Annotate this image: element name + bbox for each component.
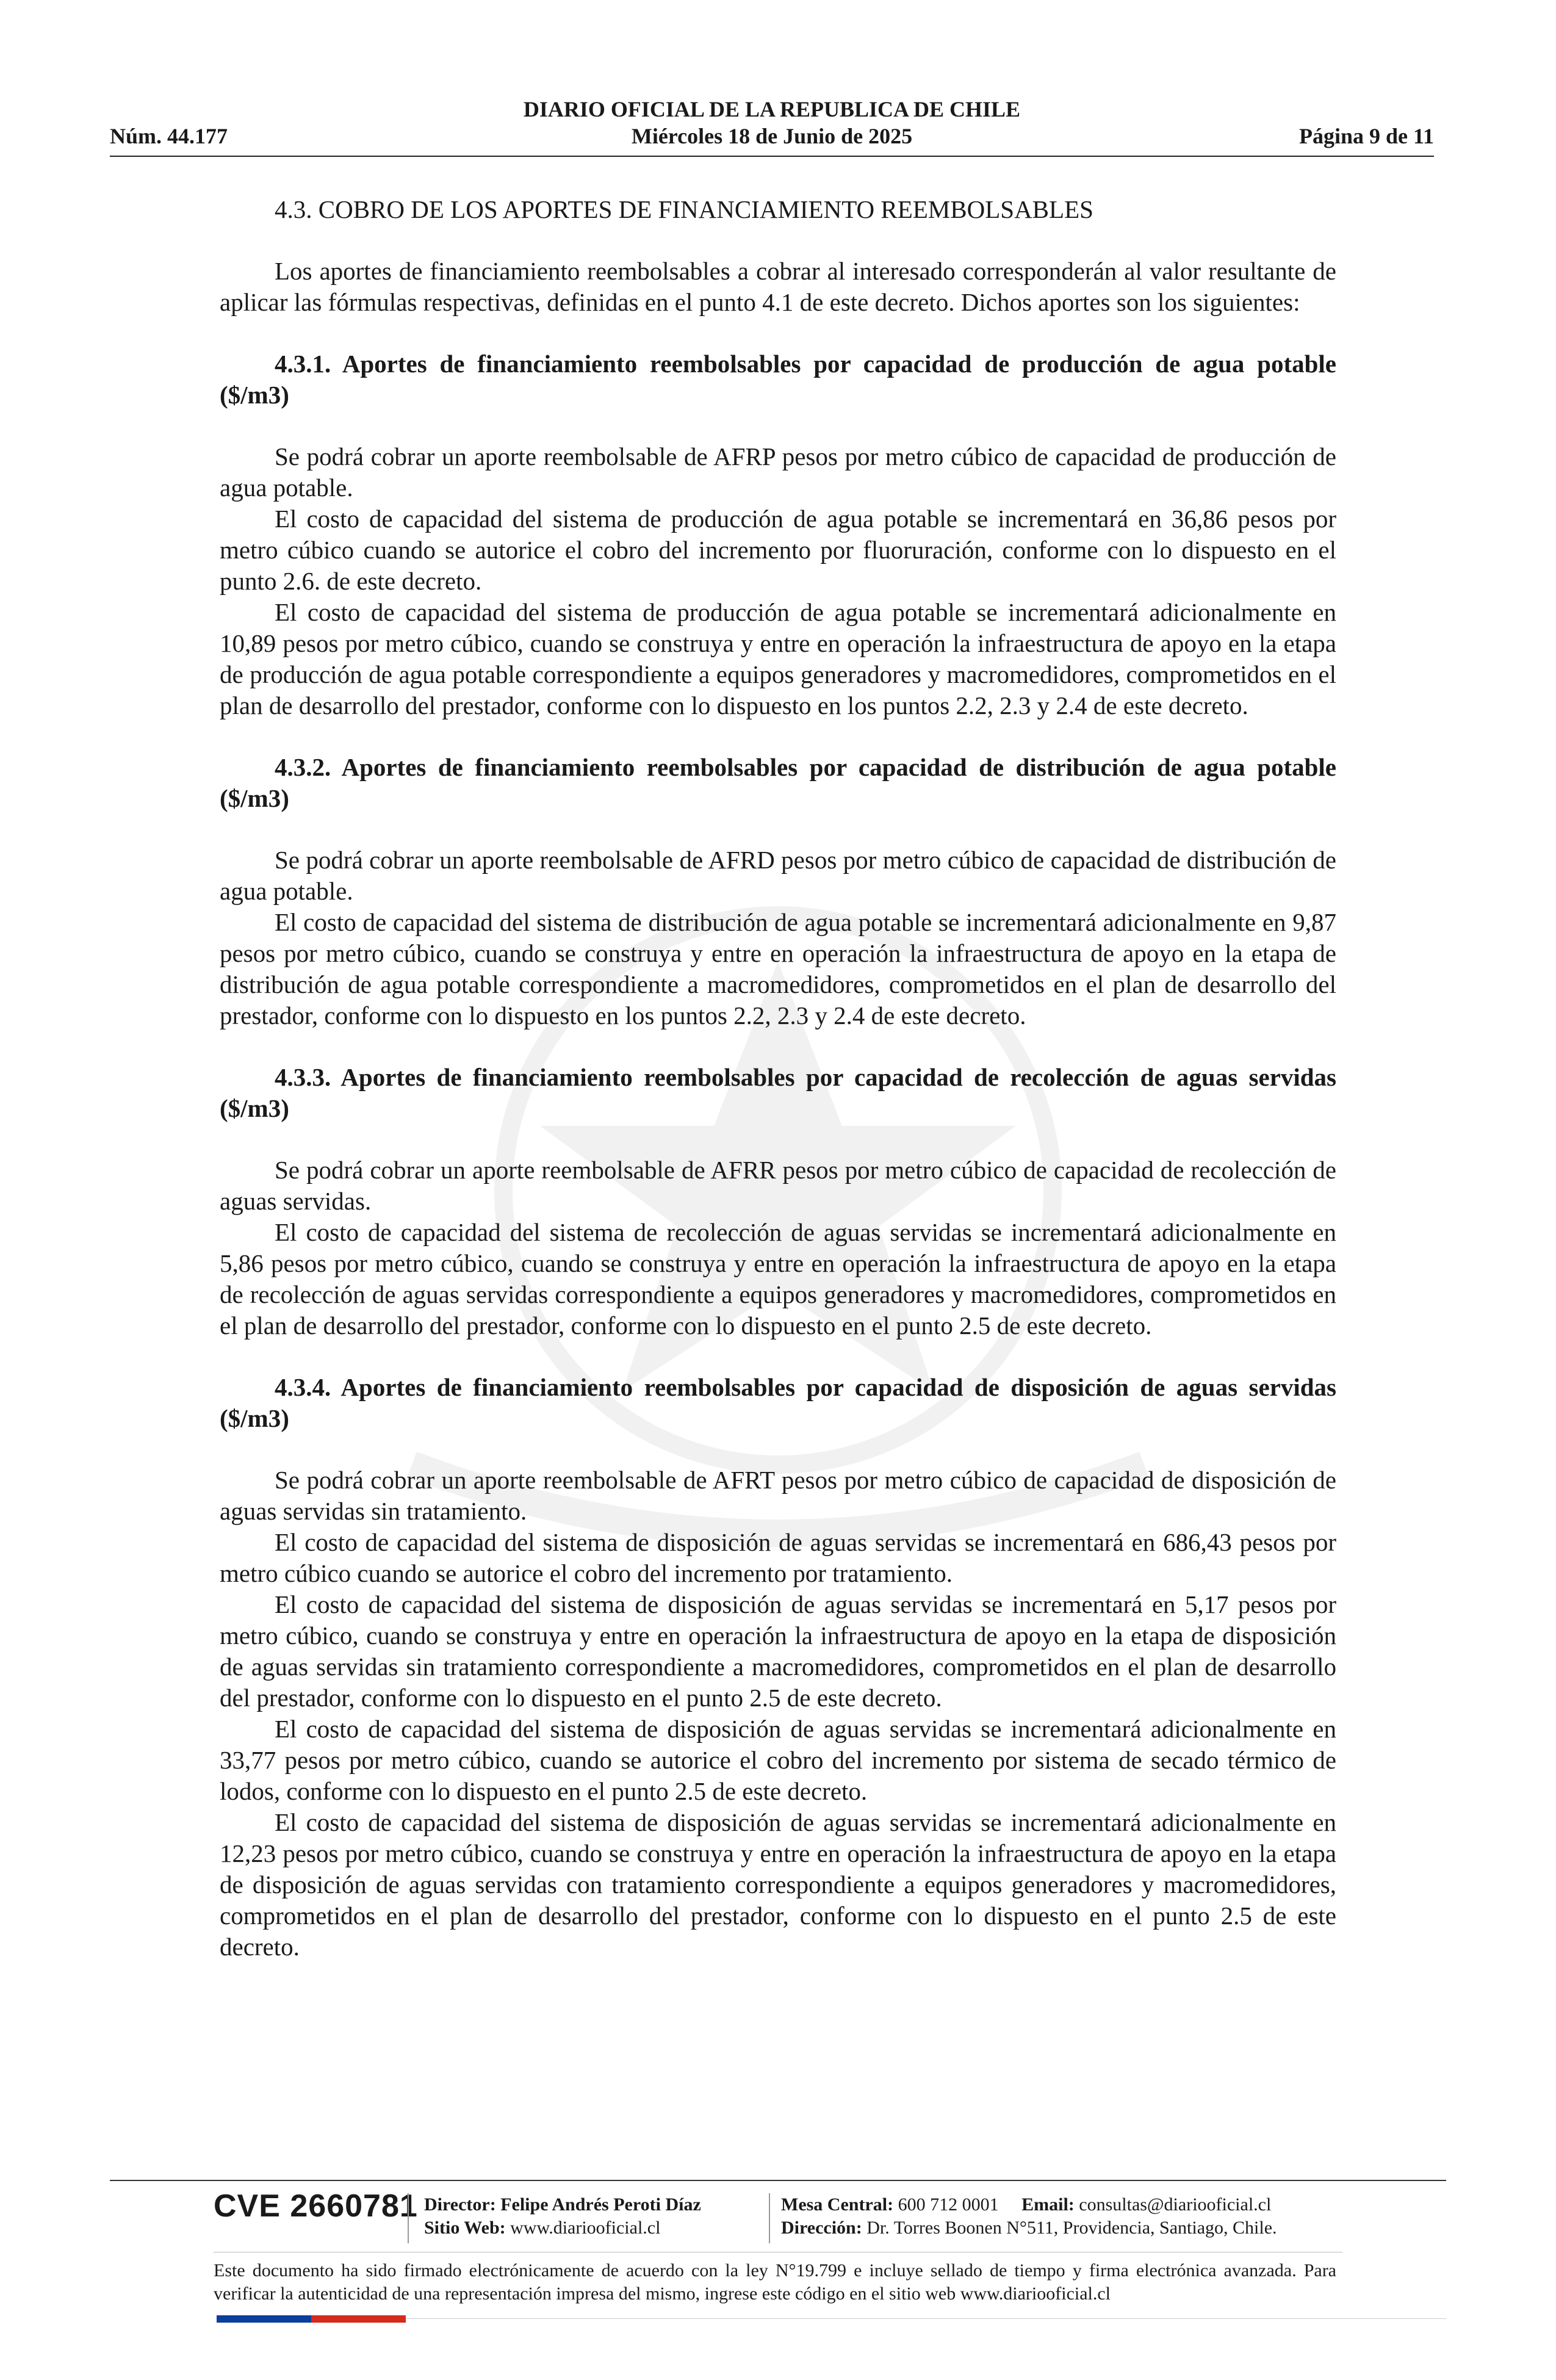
subsection-4-3-1 [220,348,1336,721]
footer-director-column [424,2193,701,2240]
subsection-4-3-2 [220,752,1336,1031]
footer-separator [769,2193,770,2243]
issue-number: Núm. 44.177 [110,124,228,148]
flag-blue-segment [217,2315,311,2323]
email-label: Email: [1021,2194,1075,2215]
phone-label: Mesa Central: [781,2194,894,2215]
footer-contact-column [781,2193,1277,2240]
paragraph: Se podrá cobrar un aporte reembolsable de AFRP pesos por metro cúbico de capacidad de producción de agua potable. [220,442,1336,502]
paragraph: Se podrá cobrar un aporte reembolsable de AFRD pesos por metro cúbico de capacidad de distribución de agua potable. [220,846,1336,905]
issue-date: Miércoles 18 de Junio de 2025 [631,124,913,148]
section-title: 4.3. COBRO DE LOS APORTES DE FINANCIAMIENTO REEMBOLSABLES [275,195,1093,223]
site-label: Sitio Web: [424,2218,506,2238]
email-link[interactable]: consultas@diariooficial.cl [1079,2194,1272,2215]
director-name: Felipe Andrés Peroti Díaz [500,2194,701,2215]
subsection-4-3-4 [220,1372,1336,1963]
address-label: Dirección: [781,2218,862,2238]
page-number: Página 9 de 11 [1298,124,1434,148]
subsection-heading: 4.3.3. Aportes de financiamiento reembolsables por capacidad de recolección de aguas servidas ($/m3) [220,1063,1336,1122]
footer-separator [408,2193,409,2243]
director-label: Director: [424,2194,496,2215]
flag-red-segment [311,2315,406,2323]
paragraph: El costo de capacidad del sistema de producción de agua potable se incrementará en 36,86 pesos por metro cúbico cuando se autorice el cobro del incremento por fluoruración, conforme con lo dispuesto en el punto 2.6. de este decreto. [220,505,1336,595]
document-body [220,194,1336,1963]
address-text: Dr. Torres Boonen N°511, Providencia, Santiago, Chile. [866,2218,1277,2238]
paragraph: El costo de capacidad del sistema de producción de agua potable se incrementará adicionalmente en 10,89 pesos por metro cúbico, cuando se construya y entre en operación la infraestructura de apoyo en la etapa de producción de agua potable correspondiente a equipos generadores y macromedidores, comprometidos en el plan de desarrollo del prestador, conforme con lo dispuesto en los puntos 2.2, 2.3 y 2.4 de este decreto. [220,598,1336,719]
address-line [781,2216,1277,2240]
paragraph: Se podrá cobrar un aporte reembolsable de AFRR pesos por metro cúbico de capacidad de recolección de aguas servidas. [220,1156,1336,1215]
paragraph: El costo de capacidad del sistema de recolección de aguas servidas se incrementará adicionalmente en 5,86 pesos por metro cúbico, cuando se construya y entre en operación la infraestructura de apoyo en la etapa de recolección de aguas servidas correspondiente a equipos generadores y macromedidores, comprometidos en el plan de desarrollo del prestador, conforme con lo dispuesto en el punto 2.5 de este decreto. [220,1218,1336,1340]
contact-line [781,2193,1277,2216]
director-line [424,2193,701,2216]
page-header [110,92,1434,159]
newspaper-title: DIARIO OFICIAL DE LA REPUBLICA DE CHILE [523,97,1021,121]
section-intro: Los aportes de financiamiento reembolsables a cobrar al interesado corresponderán al valor resultante de aplicar las fórmulas respectivas, definidas en el punto 4.1 de este decreto. Dichos aportes son los siguientes: [220,257,1336,316]
paragraph: El costo de capacidad del sistema de disposición de aguas servidas se incrementará en 5,17 pesos por metro cúbico, cuando se construya y entre en operación la infraestructura de apoyo en la etapa de disposición de aguas servidas sin tratamiento correspondiente a macromedidores, comprometidos en el plan de desarrollo del prestador, conforme con lo dispuesto en el punto 2.5 de este decreto. [220,1590,1336,1712]
site-line [424,2216,701,2240]
paragraph: El costo de capacidad del sistema de disposición de aguas servidas se incrementará en 686,43 pesos por metro cúbico cuando se autorice el cobro del incremento por tratamiento. [220,1528,1336,1587]
flag-stripe [217,2315,406,2323]
bottom-line [406,2318,1446,2319]
header-divider [110,156,1434,157]
subsection-heading: 4.3.4. Aportes de financiamiento reembolsables por capacidad de disposición de aguas servidas ($/m3) [220,1373,1336,1432]
cve-code: CVE 2660781 [214,2188,418,2224]
paragraph: El costo de capacidad del sistema de disposición de aguas servidas se incrementará adicionalmente en 12,23 pesos por metro cúbico, cuando se construya y entre en operación la infraestructura de apoyo en la etapa de disposición de aguas servidas con tratamiento correspondiente a equipos generadores y macromedidores, comprometidos en el plan de desarrollo del prestador, conforme con lo dispuesto en el punto 2.5 de este decreto. [220,1808,1336,1961]
subsection-heading: 4.3.1. Aportes de financiamiento reembolsables por capacidad de producción de agua potable ($/m3) [220,350,1336,409]
phone-number: 600 712 0001 [898,2194,999,2215]
page-footer [214,2190,1446,2257]
legal-notice: Este documento ha sido firmado electrónicamente de acuerdo con la ley N°19.799 e incluye sellado de tiempo y firma electrónica avanzada. Para verificar la autenticidad de una representación impresa del mismo, ingrese este código en el sitio web www.diariooficial.cl [214,2260,1336,2304]
subsection-4-3-3 [220,1062,1336,1341]
paragraph: El costo de capacidad del sistema de distribución de agua potable se incrementará adicionalmente en 9,87 pesos por metro cúbico, cuando se construya y entre en operación la infraestructura de apoyo en la etapa de distribución de agua potable correspondiente a macromedidores, comprometidos en el plan de desarrollo del prestador, conforme con lo dispuesto en los puntos 2.2, 2.3 y 2.4 de este decreto. [220,908,1336,1030]
paragraph: El costo de capacidad del sistema de disposición de aguas servidas se incrementará adicionalmente en 33,77 pesos por metro cúbico, cuando se autorice el cobro del incremento por sistema de secado térmico de lodos, conforme con lo dispuesto en el punto 2.5 de este decreto. [220,1715,1336,1805]
subsection-heading: 4.3.2. Aportes de financiamiento reembolsables por capacidad de distribución de agua potable ($/m3) [220,753,1336,812]
site-link[interactable]: www.diariooficial.cl [510,2218,661,2238]
footer-divider [110,2180,1446,2181]
paragraph: Se podrá cobrar un aporte reembolsable de AFRT pesos por metro cúbico de capacidad de disposición de aguas servidas sin tratamiento. [220,1466,1336,1525]
